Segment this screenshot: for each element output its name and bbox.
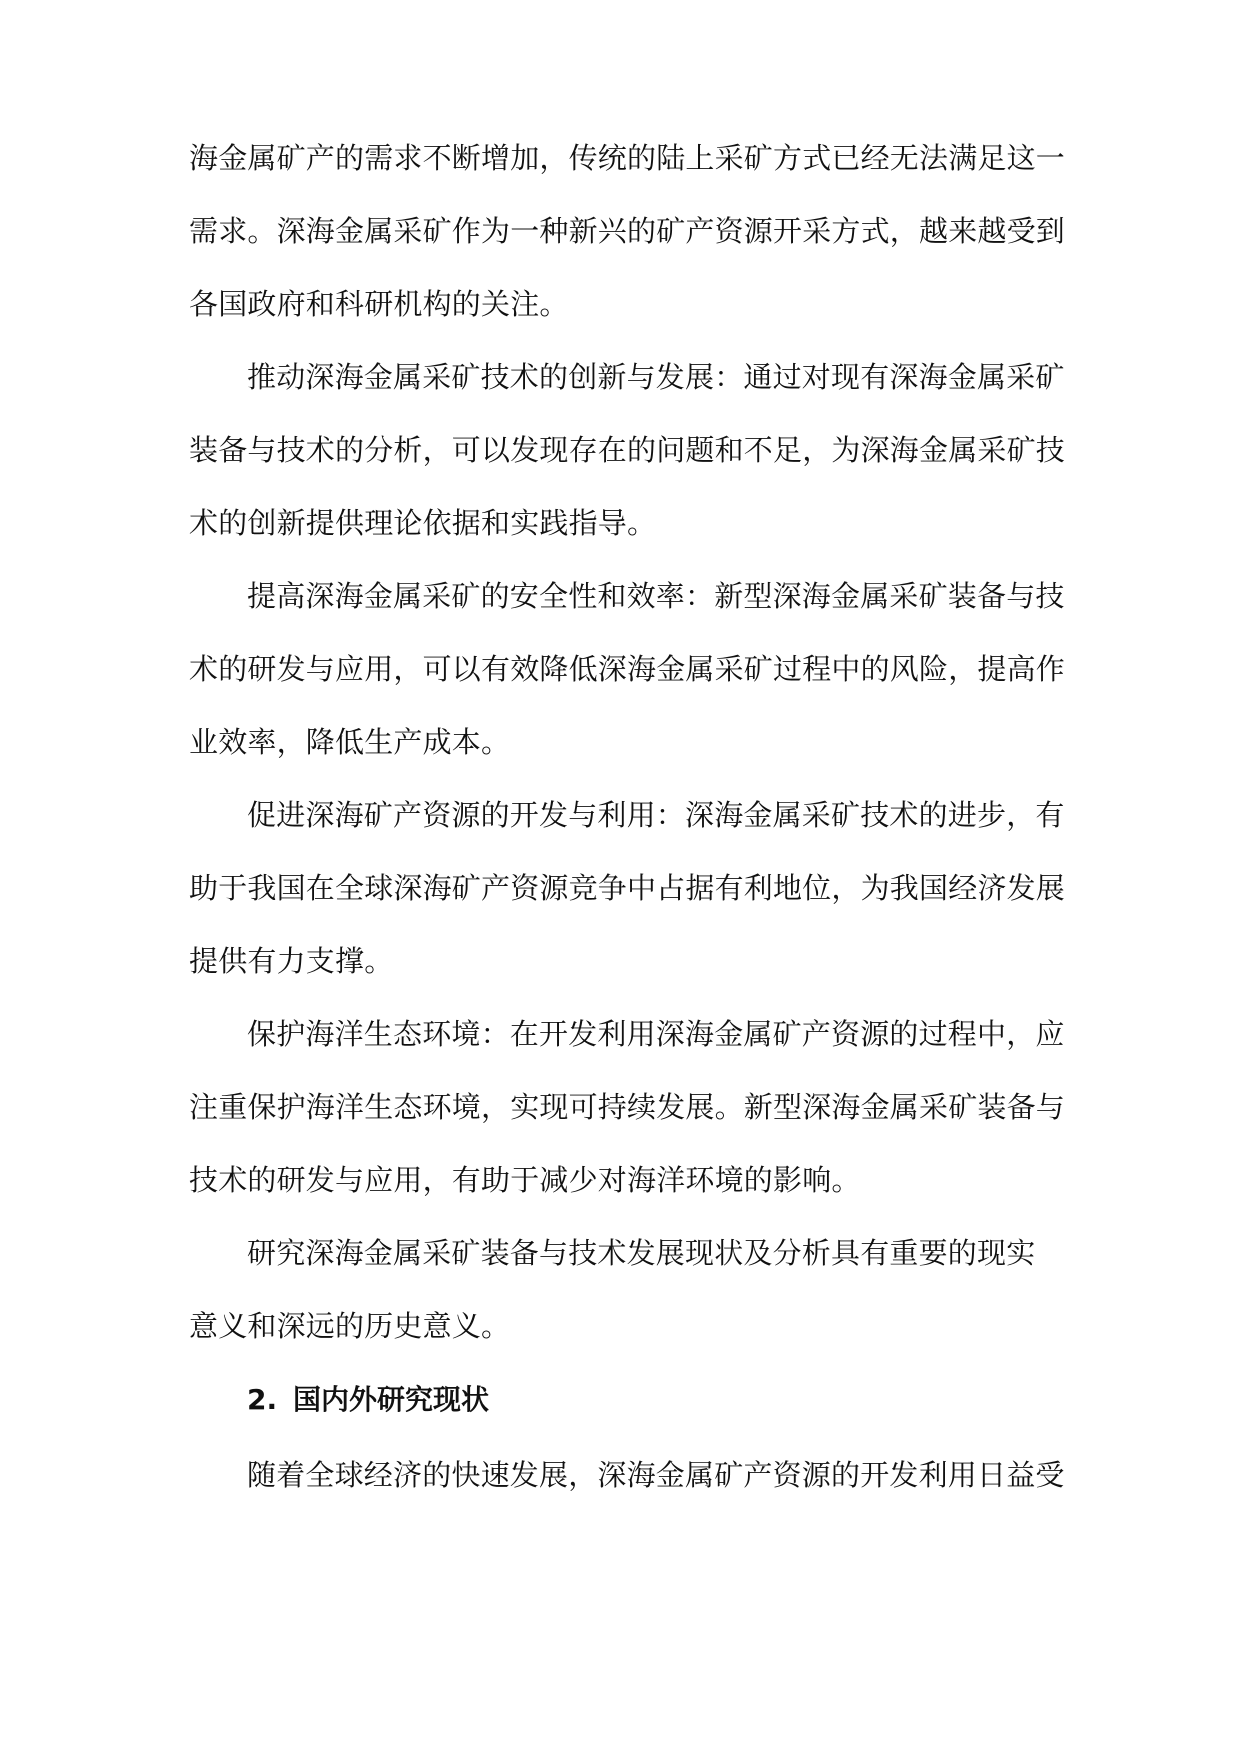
section-heading: [247, 1380, 489, 1420]
paragraph-line: 随着全球经济的快速发展，深海金属矿产资源的开发利用日益受: [247, 1458, 1065, 1492]
paragraph-line: 提供有力支撑。: [189, 944, 394, 978]
paragraph-line: 助于我国在全球深海矿产资源竞争中占据有利地位，为我国经济发展: [189, 871, 1066, 905]
section-number: 2.: [247, 1383, 278, 1416]
paragraph-line: 需求。深海金属采矿作为一种新兴的矿产资源开采方式，越来越受到: [189, 214, 1066, 248]
paragraph-line: 保护海洋生态环境：在开发利用深海金属矿产资源的过程中，应: [247, 1017, 1065, 1051]
paragraph-line: 海金属矿产的需求不断增加，传统的陆上采矿方式已经无法满足这一: [189, 141, 1066, 175]
paragraph-line: 装备与技术的分析，可以发现存在的问题和不足，为深海金属采矿技: [189, 433, 1066, 467]
paragraph-line: 促进深海矿产资源的开发与利用：深海金属采矿技术的进步，有: [247, 798, 1065, 832]
section-title: 国内外研究现状: [293, 1383, 490, 1416]
paragraph-line: 意义和深远的历史意义。: [189, 1309, 511, 1343]
paragraph-line: 提高深海金属采矿的安全性和效率：新型深海金属采矿装备与技: [247, 579, 1065, 613]
paragraph-line: 推动深海金属采矿技术的创新与发展：通过对现有深海金属采矿: [247, 360, 1065, 394]
paragraph-line: 技术的研发与应用，有助于减少对海洋环境的影响。: [189, 1163, 861, 1197]
paragraph-line: 术的创新提供理论依据和实践指导。: [189, 506, 657, 540]
paragraph-line: 研究深海金属采矿装备与技术发展现状及分析具有重要的现实: [247, 1236, 1036, 1270]
paragraph-line: 注重保护海洋生态环境，实现可持续发展。新型深海金属采矿装备与: [189, 1090, 1066, 1124]
paragraph-line: 各国政府和科研机构的关注。: [189, 287, 569, 321]
paragraph-line: 业效率，降低生产成本。: [189, 725, 511, 759]
paragraph-line: 术的研发与应用，可以有效降低深海金属采矿过程中的风险，提高作: [189, 652, 1066, 686]
